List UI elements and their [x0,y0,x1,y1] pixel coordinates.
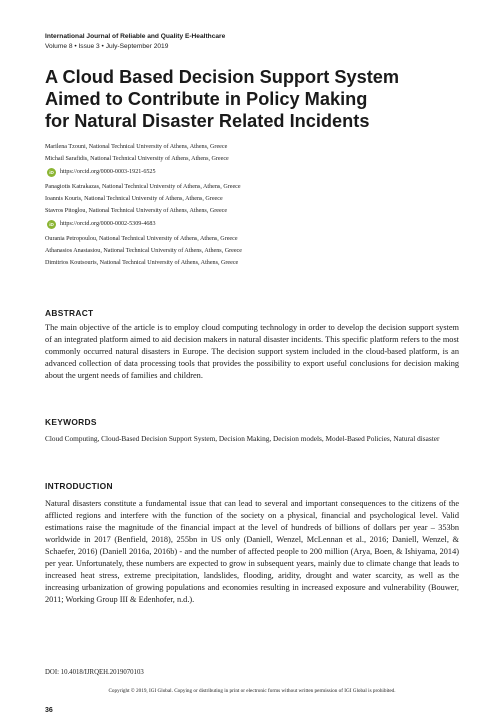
author-list [45,141,242,269]
author-affiliation: Ioannis Kouris, National Technical University of Athens, Athens, Greece [45,196,223,202]
author-affiliation: Panagiotis Katrakazas, National Technical University of Athens, Athens, Greece [45,184,241,190]
author-affiliation: Michail Sarafidis, National Technical University of Athens, Athens, Greece [45,156,229,162]
page-number: 36 [45,707,53,714]
title-line: Aimed to Contribute in Policy Making [45,89,368,109]
author-affiliation: Dimitrios Koutsouris, National Technical University of Athens, Athens, Greece [45,260,239,266]
author-affiliation: Ourania Petropoulou, National Technical University of Athens, Athens, Greece [45,236,238,242]
journal-name: International Journal of Reliable and Quality E-Healthcare [45,33,226,40]
introduction-heading: INTRODUCTION [45,481,113,491]
title-line: for Natural Disaster Related Incidents [45,111,370,131]
author-affiliation: Stavros Pitoglou, National Technical University of Athens, Athens, Greece [45,208,228,214]
abstract-text: The main objective of the article is to employ cloud computing technology in order to develop the decision support system of an integrated platform aimed to aid decision makers in natural disaster incidents. This specific platform refers to the most commonly occurred natural disasters in Europe. The decision support system included in the cloud-based platform, is an advanced collection of data processing tools that provides the possibility to export useful conclusions for decision making about the urgent needs of families and children. [45,323,459,380]
orcid-link[interactable]: https://orcid.org/0000-0003-1921-6525 [60,169,156,175]
author-affiliation: Marilena Tzouni, National Technical University of Athens, Athens, Greece [45,144,228,150]
keywords-heading: KEYWORDS [45,417,97,427]
article-title [45,66,465,132]
title-line: A Cloud Based Decision Support System [45,67,400,87]
orcid-row [45,217,242,231]
orcid-row [45,165,242,179]
author-affiliation: Athanasios Anastasiou, National Technical University of Athens, Athens, Greece [45,248,242,254]
issue-info: Volume 8 • Issue 3 • July-September 2019 [45,43,169,50]
abstract-heading: ABSTRACT [45,308,94,318]
orcid-icon: iD [47,168,56,177]
orcid-icon: iD [47,220,56,229]
orcid-link[interactable]: https://orcid.org/0000-0002-5309-4683 [60,221,156,227]
doi: DOI: 10.4018/IJRQEH.2019070103 [45,669,144,676]
copyright-notice: Copyright © 2019, IGI Global. Copying or distributing in print or electronic forms without written permission of IGI Global is prohibited. [108,688,396,694]
introduction-text: Natural disasters constitute a fundamental issue that can lead to several and important consequences to the citizens of the afflicted regions and interfere with the function of the society on a physical, financial and psychological level. Valid estimations raise the magnitude of the financial impact at the level of hundreds of billions of dollars per year – 353bn worldwide in 2017 (Benfield, 2018), 255bn in US only (Daniell, Wenzel, McLennan et al., 2016; Daniell, Wenzel, & Schaefer, 2016) (Daniell 2016a, 2016b) - and the number of affected people to 200 million (Arya, Boen, & Ishiyama, 2014) per year. Unfortunately, these numbers are expected to grow in subsequent years, mainly due to climate change that leads to increased heat stress, extreme precipitation, landslides, flooding, aridity, drought and water scarcity, as well as the increasing urbanization of growing populations and economies resulting in increased exposure and vulnerability (Bouwer, 2011; Working Group III & Edenhofer, n.d.). [45,499,459,604]
keywords-text: Cloud Computing, Cloud-Based Decision Support System, Decision Making, Decision models, Model-Based Policies, Natural disaster [45,434,440,443]
